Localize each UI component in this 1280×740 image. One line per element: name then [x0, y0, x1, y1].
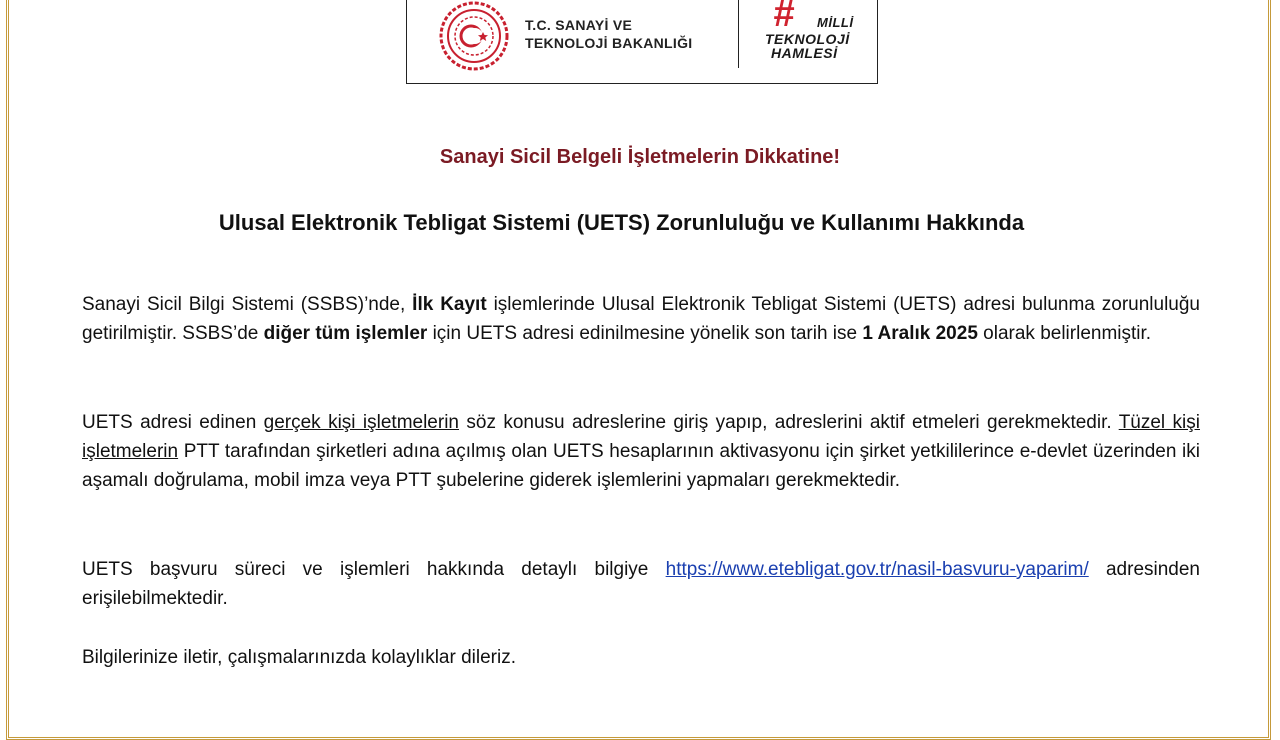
mth-word-1: MİLLİ — [817, 15, 854, 30]
paragraph-2 — [82, 408, 1200, 495]
p3-text-b: adresinden erişilebilmektedir. — [82, 559, 1200, 609]
p1-text-e: olarak belirlenmiştir. — [977, 323, 1152, 344]
p1-bold-diger-islemler: diğer tüm işlemler — [263, 323, 428, 344]
p1-text-c: işlemlerinde Ulusal Elektronik Tebligat Sistemi (UETS) adresi bulunma zorunluluğu getirilmiştir. SSBS’de — [82, 294, 1200, 344]
paragraph-3 — [82, 555, 1200, 613]
p2-text-b: söz konusu adreslerine giriş yapıp, adreslerini aktif etmeleri gerekmektedir. — [459, 412, 1119, 433]
announcement-title: Sanayi Sicil Belgeli İşletmelerin Dikkatine! — [439, 146, 841, 168]
ministry-line-2: TEKNOLOJİ BAKANLIĞI — [525, 35, 693, 51]
ministry-line-1: T.C. SANAYİ VE — [525, 17, 633, 33]
letterhead — [406, 0, 878, 84]
etebligat-link[interactable]: https://www.etebligat.gov.tr/nasil-basvuru-yaparim/ — [665, 559, 1089, 580]
p2-text-c: PTT tarafından şirketleri adına açılmış olan UETS hesaplarının aktivasyonu için şirket yetkililerince e-devlet üzerinden iki aşamalı doğrulama, mobil imza veya PTT şubelerine giderek işlemlerini yapmaları gerekmektedir. — [82, 441, 1200, 491]
p3-text-a: UETS başvuru süreci ve işlemleri hakkında detaylı bilgiye — [82, 559, 666, 580]
p2-text-a: UETS adresi edinen — [82, 412, 264, 433]
hash-icon: # — [773, 0, 795, 35]
page-border — [6, 0, 1271, 740]
header-divider — [738, 0, 739, 68]
p2-underline-tuzel-kisi: Tüzel kişi işletmelerin — [82, 412, 1200, 462]
paragraph-1 — [82, 290, 1200, 348]
p1-bold-deadline: 1 Aralık 2025 — [862, 323, 978, 344]
milli-teknoloji-hamlesi-logo — [759, 0, 859, 70]
ministry-name — [525, 16, 692, 52]
ministry-seal-icon — [433, 0, 515, 72]
mth-word-3: HAMLESİ — [771, 45, 838, 61]
p1-text-d: için UETS adresi edinilmesine yönelik son tarih ise — [427, 323, 863, 344]
mth-word-2: TEKNOLOJİ — [765, 31, 850, 47]
p2-underline-gercek-kisi: gerçek kişi işletmelerin — [263, 412, 459, 433]
announcement-subtitle: Ulusal Elektronik Tebligat Sistemi (UETS) Zorunluluğu ve Kullanımı Hakkında — [218, 210, 1025, 235]
paragraph-4: Bilgilerinize iletir, çalışmalarınızda kolaylıklar dileriz. — [82, 647, 516, 668]
p1-bold-ilk-kayit: İlk Kayıt — [412, 294, 487, 315]
p1-text-a: Sanayi Sicil Bilgi Sistemi (SSBS)’nde, — [82, 294, 413, 315]
